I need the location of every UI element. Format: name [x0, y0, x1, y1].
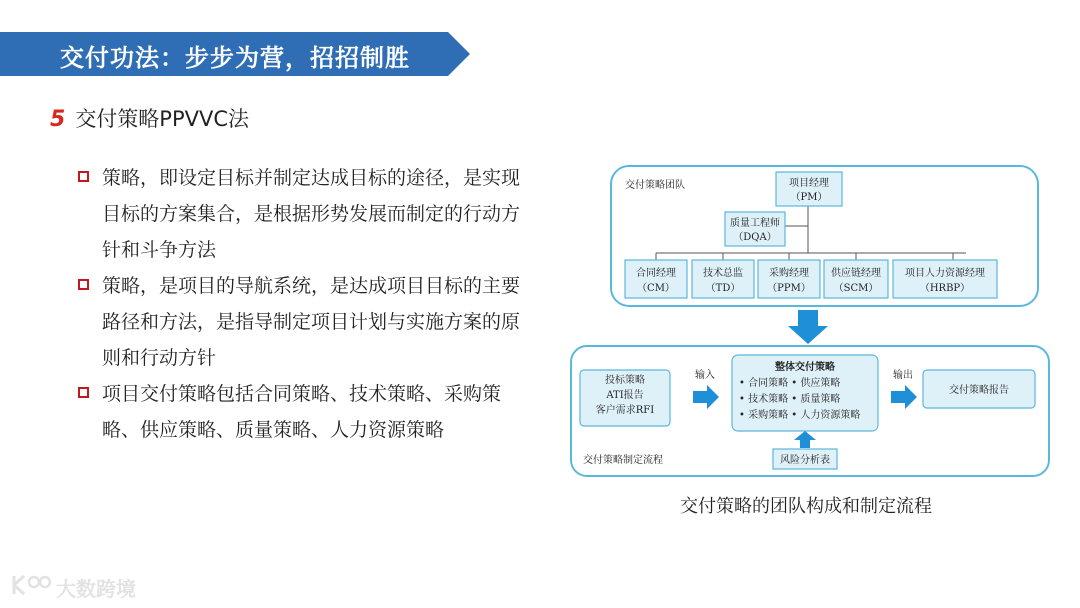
- section-heading: [50, 103, 249, 133]
- role-name: 技术总监: [703, 268, 743, 279]
- role-name: 项目人力资源经理: [905, 268, 985, 279]
- input-label: 输入: [695, 370, 715, 381]
- diagram-canvas: [565, 160, 1055, 485]
- bullet-text: 策略，即设定目标并制定达成目标的途径，是实现目标的方案集合，是根据形势发展而制定的行动方针和斗争方法: [102, 167, 521, 261]
- process-label: 交付策略制定流程: [583, 455, 663, 466]
- bullet-text: 项目交付策略包括合同策略、技术策略、采购策略、供应策略、质量策略、人力资源策略: [102, 383, 502, 441]
- title-banner: [0, 32, 470, 76]
- role-abbr: （PPM）: [767, 283, 811, 294]
- diagram-caption: 交付策略的团队构成和制定流程: [680, 496, 932, 517]
- bullet-item: [78, 268, 538, 376]
- bullet-item: [78, 160, 538, 268]
- strategy-line: • 采购策略 • 人力资源策略: [739, 410, 861, 421]
- square-bullet-icon: [78, 279, 89, 290]
- bullet-list: [78, 160, 538, 448]
- bullet-item: [78, 376, 538, 448]
- logo-mark-icon: [8, 570, 52, 600]
- center-title: 整体交付策略: [775, 362, 835, 373]
- bullet-text: 策略，是项目的导航系统，是达成项目目标的主要路径和方法，是指导制定项目计划与实施方案的原则和行动方针: [102, 275, 521, 369]
- strategy-line: • 技术策略 • 质量策略: [739, 394, 841, 405]
- role-name: 合同经理: [636, 268, 676, 279]
- pm-name: 项目经理: [789, 178, 829, 189]
- role-abbr: （CM）: [637, 283, 675, 294]
- risk-text: 风险分析表: [780, 455, 830, 466]
- page-title: 交付功法：步步为营，招招制胜: [60, 44, 410, 72]
- output-label: 输出: [893, 370, 913, 381]
- down-arrow-icon: [788, 310, 828, 344]
- input-item: ATI报告: [606, 390, 644, 401]
- input-item: 客户需求RFI: [595, 405, 655, 416]
- strategy-diagram: [565, 160, 1055, 489]
- square-bullet-icon: [78, 171, 89, 182]
- dqa-abbr: （DQA）: [733, 232, 777, 243]
- watermark-logo: [8, 570, 148, 602]
- section-title: 交付策略PPVVC法: [75, 107, 250, 131]
- output-text: 交付策略报告: [949, 385, 1009, 396]
- square-bullet-icon: [78, 387, 89, 398]
- input-item: 投标策略: [605, 375, 645, 386]
- role-abbr: （HRBP）: [919, 283, 971, 294]
- role-abbr: （SCM）: [833, 283, 879, 294]
- role-abbr: （TD）: [705, 283, 741, 294]
- dqa-name: 质量工程师: [730, 218, 780, 229]
- logo-text: 大数跨境: [56, 577, 136, 601]
- role-name: 采购经理: [769, 268, 809, 279]
- strategy-line: • 合同策略 • 供应策略: [739, 378, 841, 389]
- section-number: 5: [50, 107, 66, 132]
- role-name: 供应链经理: [831, 268, 881, 279]
- pm-abbr: （PM）: [790, 192, 828, 203]
- team-label: 交付策略团队: [625, 180, 685, 191]
